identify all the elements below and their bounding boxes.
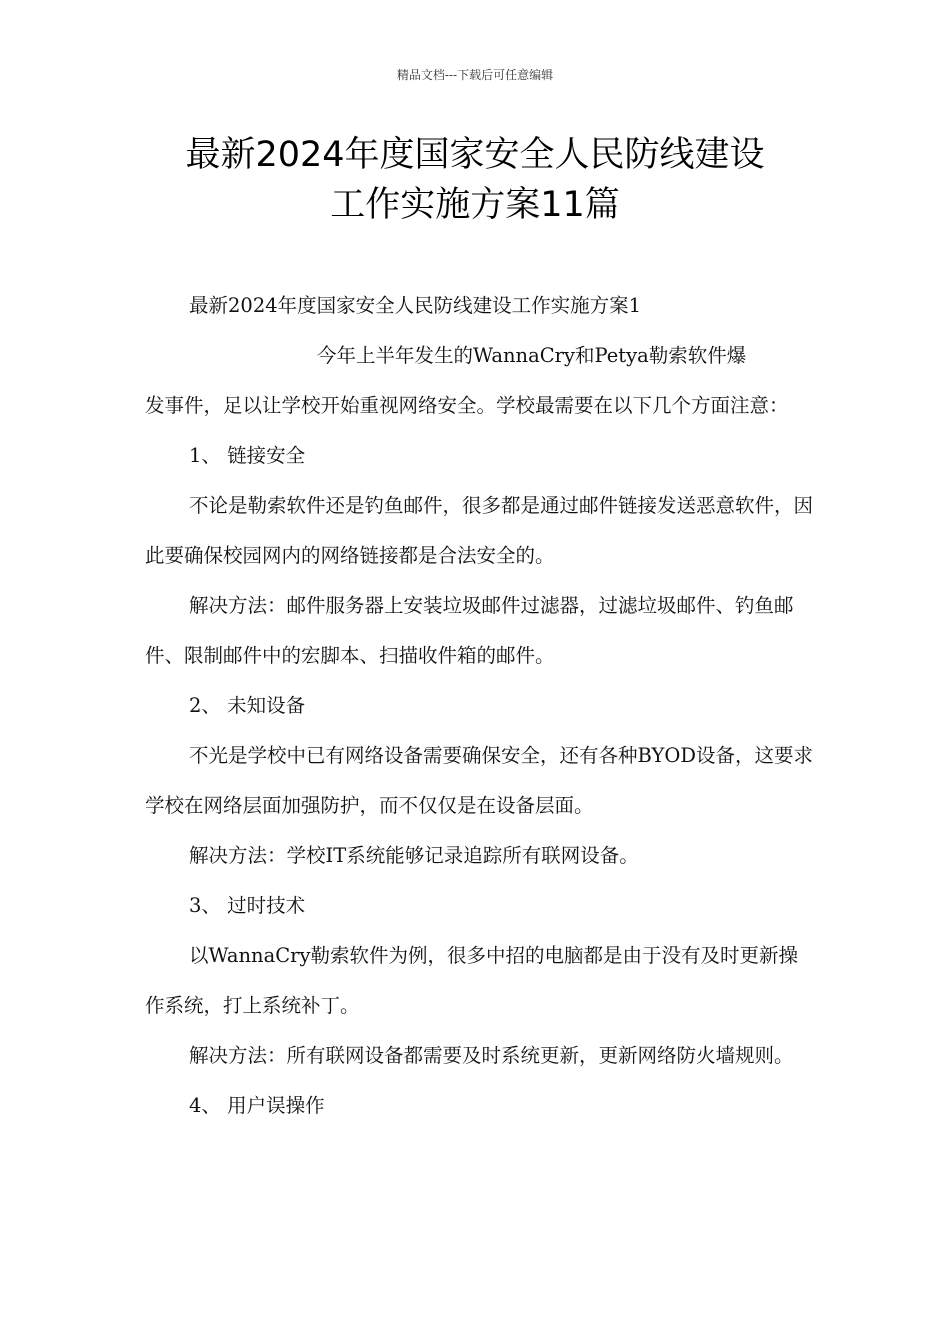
paragraph: 解决方法：邮件服务器上安装垃圾邮件过滤器，过滤垃圾邮件、钓鱼邮件、限制邮件中的宏脚本、扫描收件箱的邮件。 bbox=[145, 594, 794, 667]
paragraph: 解决方法：学校IT系统能够记录追踪所有联网设备。 bbox=[189, 844, 639, 867]
document-body bbox=[145, 281, 815, 1131]
paragraph: 今年上半年发生的WannaCry和Petya勒索软件爆 bbox=[317, 344, 747, 367]
list-heading: 1、 链接安全 bbox=[189, 444, 306, 467]
page-header-note: 精品文档---下载后可任意编辑 bbox=[396, 68, 554, 82]
list-heading: 3、 过时技术 bbox=[189, 894, 306, 917]
list-heading: 4、 用户误操作 bbox=[189, 1094, 325, 1117]
paragraph: 发事件，足以让学校开始重视网络安全。学校最需要在以下几个方面注意： bbox=[145, 394, 789, 417]
paragraph: 不论是勒索软件还是钓鱼邮件，很多都是通过邮件链接发送恶意软件，因此要确保校园网内的网络链接都是合法安全的。 bbox=[145, 494, 814, 567]
paragraph: 不光是学校中已有网络设备需要确保安全，还有各种BYOD设备，这要求学校在网络层面加强防护，而不仅仅是在设备层面。 bbox=[145, 744, 813, 817]
paragraph: 解决方法：所有联网设备都需要及时系统更新，更新网络防火墙规则。 bbox=[189, 1044, 794, 1067]
document-title-line-1: 最新2024年度国家安全人民防线建设 bbox=[185, 135, 765, 175]
document-title bbox=[130, 130, 820, 230]
list-heading: 2、 未知设备 bbox=[189, 694, 306, 717]
section-heading: 最新2024年度国家安全人民防线建设工作实施方案1 bbox=[189, 294, 642, 317]
paragraph: 以WannaCry勒索软件为例，很多中招的电脑都是由于没有及时更新操作系统，打上系统补丁。 bbox=[145, 944, 798, 1017]
document-title-line-2: 工作实施方案11篇 bbox=[330, 185, 620, 225]
